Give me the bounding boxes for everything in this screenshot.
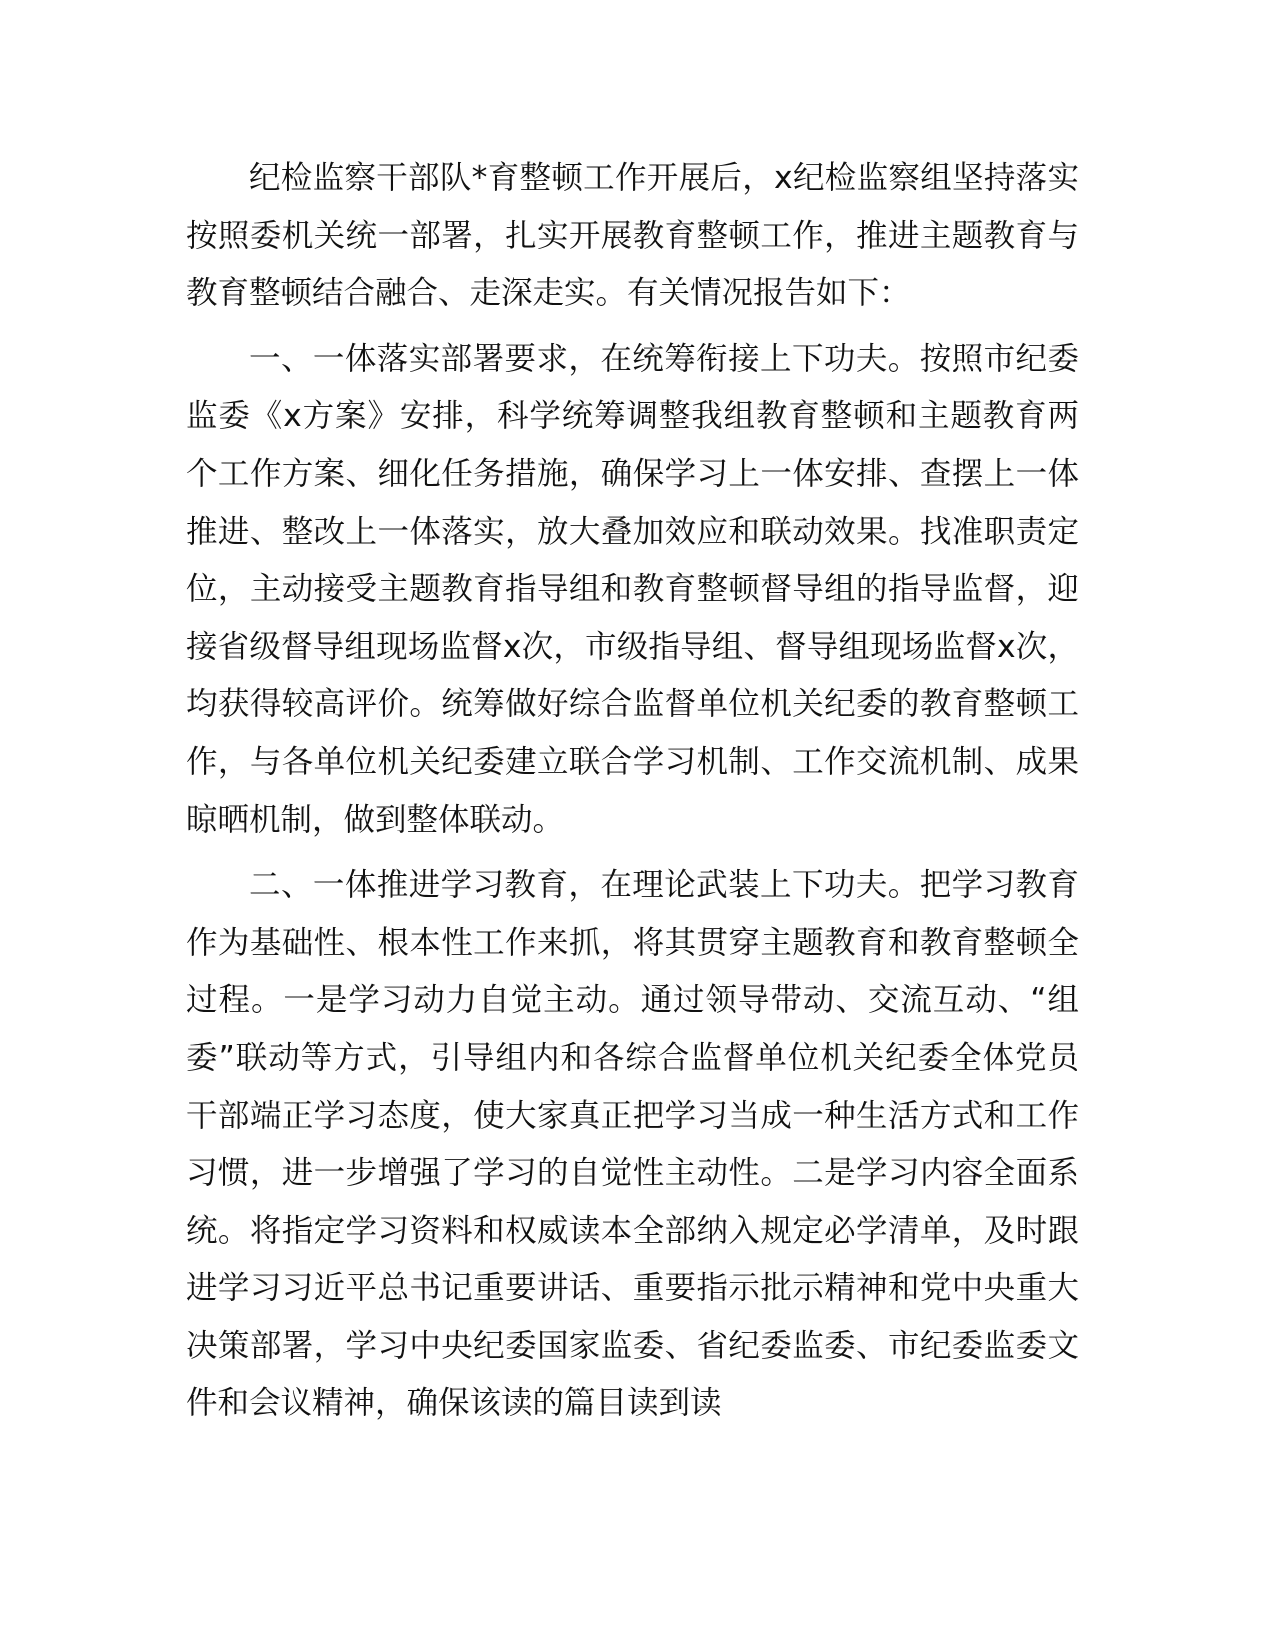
document-body bbox=[186, 150, 1079, 1441]
paragraph-section-one: 一、一体落实部署要求，在统筹衔接上下功夫。按照市纪委监委《x方案》安排，科学统筹调整我组教育整顿和主题教育两个工作方案、细化任务措施，确保学习上一体安排、查摆上一体推进、整改上一体落实，放大叠加效应和联动效果。找准职责定位，主动接受主题教育指导组和教育整顿督导组的指导监督，迎接省级督导组现场监督x次，市级指导组、督导组现场监督x次，均获得较高评价。统筹做好综合监督单位机关纪委的教育整顿工作，与各单位机关纪委建立联合学习机制、工作交流机制、成果晾晒机制，做到整体联动。 bbox=[186, 340, 1079, 838]
paragraph-intro: 纪检监察干部队*育整顿工作开展后，x纪检监察组坚持落实按照委机关统一部署，扎实开展教育整顿工作，推进主题教育与教育整顿结合融合、走深走实。有关情况报告如下： bbox=[186, 160, 1079, 312]
paragraph-section-two: 二、一体推进学习教育，在理论武装上下功夫。把学习教育作为基础性、根本性工作来抓，将其贯穿主题教育和教育整顿全过程。一是学习动力自觉主动。通过领导带动、交流互动、“组委”联动等方式，引导组内和各综合监督单位机关纪委全体党员干部端正学习态度，使大家真正把学习当成一种生活方式和工作习惯，进一步增强了学习的自觉性主动性。二是学习内容全面系统。将指定学习资料和权威读本全部纳入规定必学清单，及时跟进学习习近平总书记重要讲话、重要指示批示精神和党中央重大决策部署，学习中央纪委国家监委、省纪委监委、市纪委监委文件和会议精神，确保该读的篇目读到读 bbox=[186, 867, 1079, 1422]
